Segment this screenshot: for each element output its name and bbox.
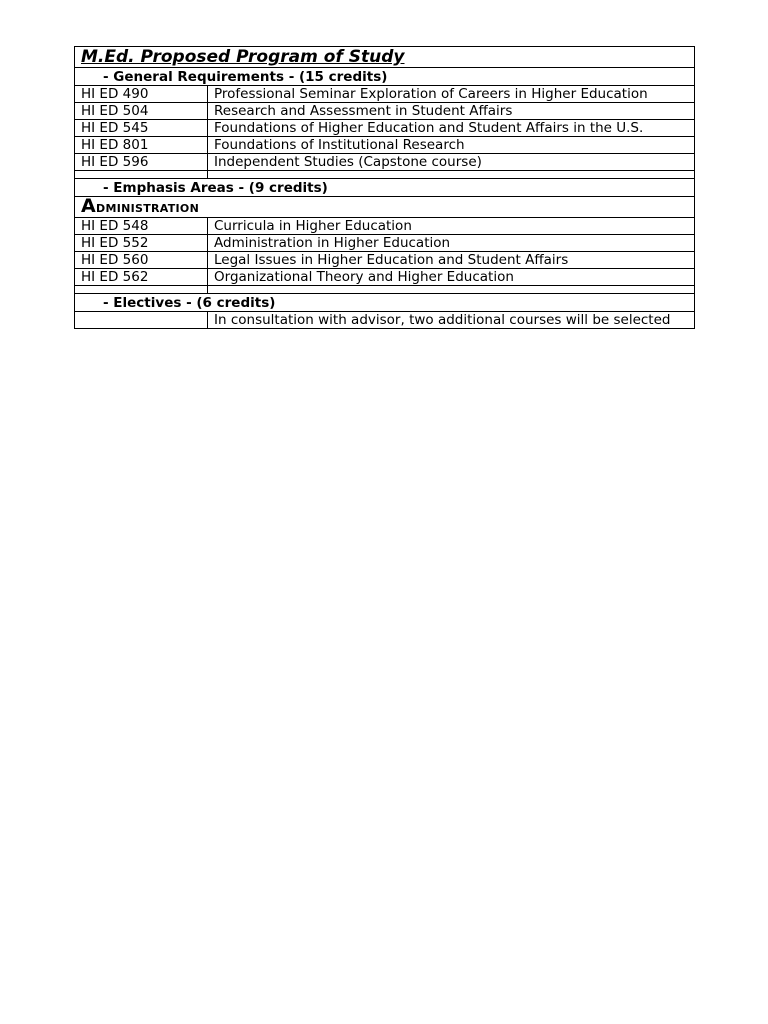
table-row	[75, 120, 695, 137]
general-requirements-heading: - General Requirements - (15 credits)	[75, 68, 695, 86]
table-row	[75, 137, 695, 154]
spacer-cell	[208, 171, 695, 179]
electives-heading: - Electives - (6 credits)	[75, 294, 695, 312]
table-row	[75, 235, 695, 252]
spacer-cell	[75, 286, 208, 294]
section-header-row	[75, 294, 695, 312]
section-header-row	[75, 68, 695, 86]
course-code: HI ED 504	[75, 103, 208, 120]
course-code	[75, 312, 208, 329]
course-title: Curricula in Higher Education	[208, 218, 695, 235]
spacer-row	[75, 286, 695, 294]
table-row	[75, 218, 695, 235]
emphasis-area-first-letter: A	[81, 196, 97, 217]
course-title: Research and Assessment in Student Affairs	[208, 103, 695, 120]
table-row	[75, 312, 695, 329]
spacer-cell	[75, 171, 208, 179]
course-title: Legal Issues in Higher Education and Student Affairs	[208, 252, 695, 269]
course-title: Professional Seminar Exploration of Careers in Higher Education	[208, 86, 695, 103]
document-title: M.Ed. Proposed Program of Study	[75, 47, 695, 68]
course-code: HI ED 490	[75, 86, 208, 103]
spacer-cell	[208, 286, 695, 294]
table-row	[75, 154, 695, 171]
course-title: Foundations of Higher Education and Student Affairs in the U.S.	[208, 120, 695, 137]
emphasis-area-rest: dministration	[96, 198, 200, 216]
course-title: Administration in Higher Education	[208, 235, 695, 252]
electives-note: In consultation with advisor, two additional courses will be selected	[208, 312, 695, 329]
course-code: HI ED 552	[75, 235, 208, 252]
course-code: HI ED 801	[75, 137, 208, 154]
section-header-row	[75, 179, 695, 197]
program-of-study-table	[74, 46, 695, 329]
table-row	[75, 86, 695, 103]
emphasis-area-row	[75, 197, 695, 218]
course-code: HI ED 562	[75, 269, 208, 286]
emphasis-area-name	[75, 197, 695, 218]
course-title: Foundations of Institutional Research	[208, 137, 695, 154]
title-row	[75, 47, 695, 68]
spacer-row	[75, 171, 695, 179]
table-row	[75, 103, 695, 120]
table-row	[75, 252, 695, 269]
course-title: Organizational Theory and Higher Education	[208, 269, 695, 286]
course-code: HI ED 548	[75, 218, 208, 235]
course-code: HI ED 545	[75, 120, 208, 137]
emphasis-areas-heading: - Emphasis Areas - (9 credits)	[75, 179, 695, 197]
table-row	[75, 269, 695, 286]
course-title: Independent Studies (Capstone course)	[208, 154, 695, 171]
course-code: HI ED 560	[75, 252, 208, 269]
course-code: HI ED 596	[75, 154, 208, 171]
